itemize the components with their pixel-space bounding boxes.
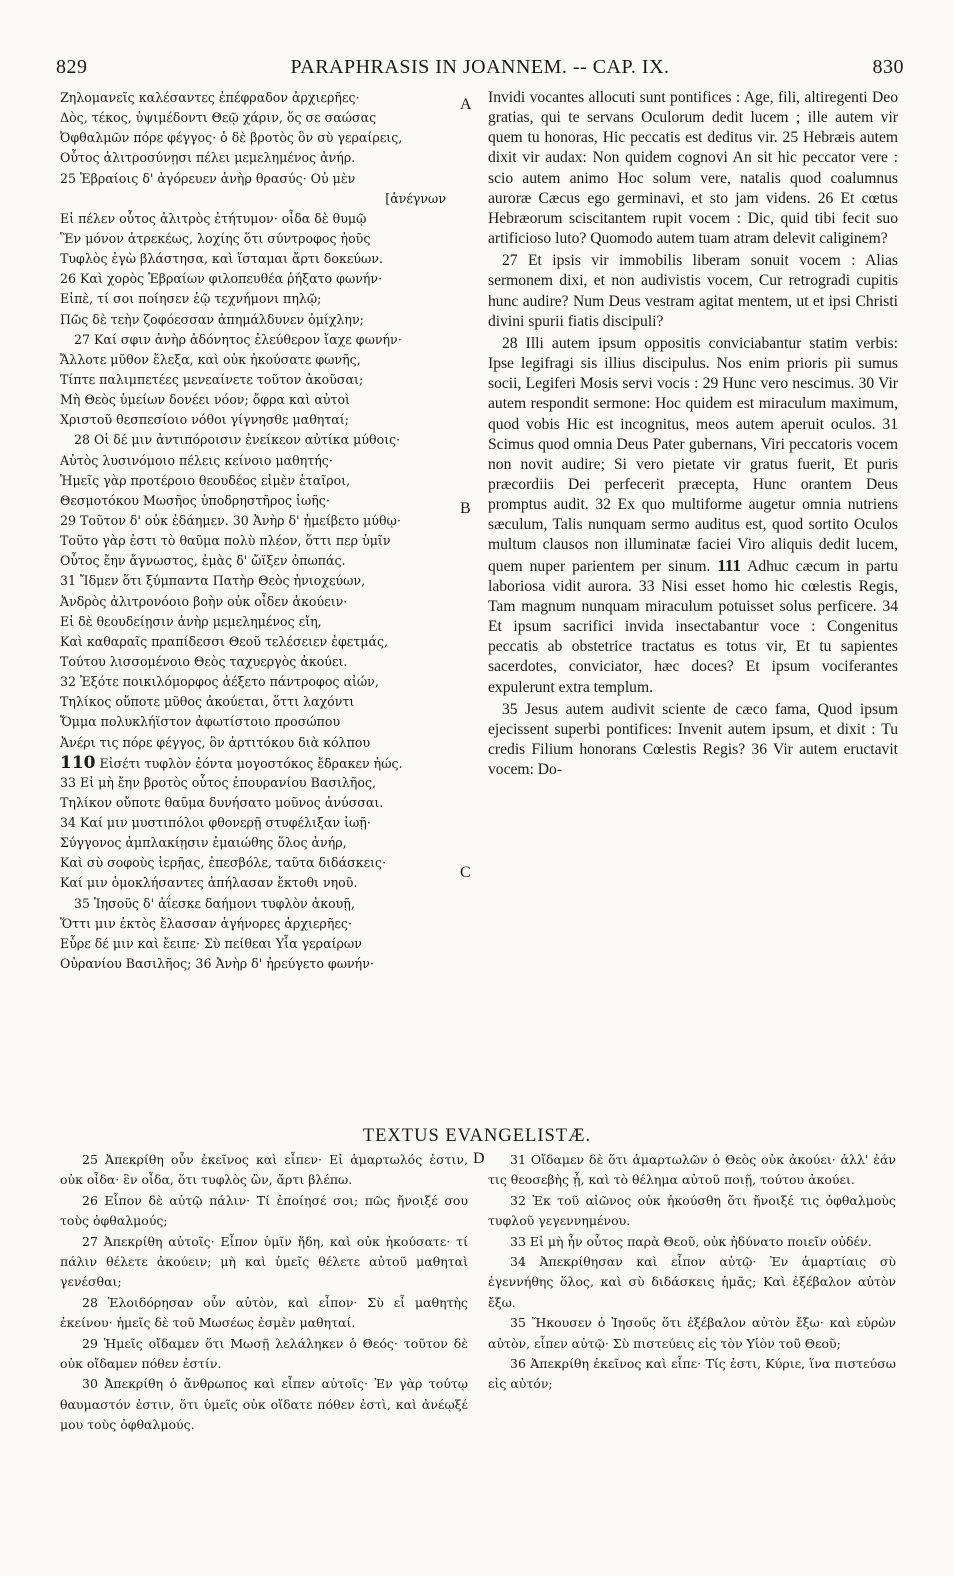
verse-text: Εὗρε δέ μιν καὶ ἔειπε· Σὺ πείθεαι Υἷα γεραίρων	[60, 935, 362, 951]
right-page-number: 830	[872, 56, 904, 78]
verse-line	[60, 229, 450, 249]
gospel-verse: 32 Ἐκ τοῦ αἰῶνος οὐκ ἠκούσθη ὅτι ἤνοιξέ τις ὀφθαλμοὺς τυφλοῦ γεγεννημένου.	[488, 1192, 896, 1229]
verse-line	[60, 88, 450, 108]
greek-paraphrase-column	[60, 88, 450, 1118]
verse-line	[60, 310, 450, 330]
verse-line	[60, 430, 450, 450]
verse-text: 35 Ἰησοῦς δ' ἀΐεσκε δαήμονι τυφλὸν ἀκουῇ,	[74, 895, 355, 911]
verse-line	[60, 873, 450, 893]
verse-line	[60, 350, 450, 370]
gospel-verse: 31 Οἴδαμεν δὲ ὅτι ἁμαρτωλῶν ὁ Θεὸς οὐκ ἀκούει· ἀλλ' ἐάν τις θεοσεβὴς ᾖ, καὶ τὸ θέλημα αὐτοῦ ποιῇ, τούτου ἀκούει.	[488, 1152, 896, 1188]
verse-text: Ὅττι μιν ἐκτὸς ἔλασσαν ἀγήνορες ἀρχιερῆες·	[60, 915, 352, 931]
verse-text: Τίπτε παλιμπετέες μενεαίνετε τοῦτον ἀκοῦσαι;	[60, 371, 364, 387]
verse-line	[60, 592, 450, 612]
verse-line	[60, 793, 450, 813]
verse-line	[60, 853, 450, 873]
verse-line	[60, 712, 450, 732]
margin-letters	[460, 88, 476, 1118]
verse-text: Θεσμοτόκου Μωσῆος ὑποδρηστῆρος ἰωῆς·	[60, 492, 330, 508]
margin-letter-d: D	[473, 1150, 485, 1167]
verse-line	[60, 753, 450, 773]
verse-text: Εἰσέτι τυφλὸν ἐόντα μογοστόκος ἔδρακεν ἠώς.	[99, 755, 403, 771]
verse-line	[60, 894, 450, 914]
gospel-verse: 29 Ἡμεῖς οἴδαμεν ὅτι Μωσῇ λελάληκεν ὁ Θεός· τοῦτον δὲ οὐκ οἴδαμεν πόθεν ἐστίν.	[60, 1335, 468, 1372]
latin-text: Invidi vocantes allocuti sunt pontifices : Age, fili, altiregenti Deo gratias, qui te servans Oculorum dedit lucem ; ille autem vir quem tu honoras, Hic peccatis est deditus vir. 25 Hebræis autem dixit vir audax: Non quidem cognovi An sit hic peccator vere : scio autem animo Hoc solum vere, natalis quod coalumnus auroræ Cæcus ego germinavi, et sto jam videns. 26 Et cœtus Hebræorum sciscitantem rupit vocem : Dic, quid tibi fecit suo artificioso luto? Quomodo autem tuam atram delevit caliginem?	[488, 89, 898, 248]
gospel-verse: 25 Ἀπεκρίθη οὖν ἐκεῖνος καὶ εἶπεν· Εἰ ἁμαρτωλός ἐστιν, οὐκ οἶδα· ἓν οἶδα, ὅτι τυφλὸς ὢν, ἄρτι βλέπω.	[60, 1152, 468, 1188]
verse-text: Χριστοῦ θεσπεσίοιο νόθοι γίγνησθε μαθηταί;	[60, 412, 349, 428]
verse-line	[60, 934, 450, 954]
verse-line	[60, 773, 450, 793]
verse-text: Καί μιν ὁμοκλήσαντες ἀπήλασαν ἔκτοθι νηοῦ.	[60, 875, 358, 891]
verse-line	[60, 954, 450, 974]
latin-paragraph	[488, 700, 898, 781]
verse-line	[60, 189, 450, 209]
verse-line	[60, 511, 450, 531]
verse-text: Καὶ σὺ σοφοὺς ἱερῆας, ἐπεσβόλε, ταῦτα διδάσκεις·	[60, 855, 387, 871]
verse-line	[60, 148, 450, 168]
running-title: PARAPHRASIS IN JOANNEM. -- CAP. IX.	[290, 56, 670, 78]
margin-letter-b: B	[460, 500, 471, 517]
verse-text: Εἰπὲ, τί σοι ποίησεν ἑῷ τεχνήμονι πηλῷ;	[60, 291, 322, 307]
gospel-verse: 36 Ἀπεκρίθη ἐκεῖνος καὶ εἶπε· Τίς ἐστι, Κύριε, ἵνα πιστεύσω εἰς αὐτόν;	[488, 1356, 896, 1392]
verse-line	[60, 209, 450, 229]
gospel-verse: 34 Ἀπεκρίθησαν καὶ εἶπον αὐτῷ· Ἐν ἁμαρτίαις σὺ ἐγεννήθης ὅλος, καὶ σὺ διδάσκεις ἡμᾶς; Καὶ ἐξέβαλον αὐτὸν ἔξω.	[488, 1254, 896, 1310]
verse-text: Οὗτος ἀλιτροσύνῃσι πέλει μεμελημένος ἀνήρ.	[60, 150, 356, 166]
margin-letter-c: C	[460, 864, 471, 881]
verse-text: Ἡμεῖς γὰρ προτέροιο θεουδέος εἰμὲν ἑταῖροι,	[60, 472, 351, 488]
verse-line	[60, 169, 450, 189]
verse-line	[60, 289, 450, 309]
verse-text: Ὀφθαλμῶν πόρε φέγγος· ὁ δὲ βροτὸς ὃν σὺ γεραίρεις,	[60, 130, 403, 146]
verse-text: Σύγγονος ἀμπλακίῃσιν ἐμαιώθης ὅλος ἀνήρ,	[60, 835, 347, 851]
verse-text: Τοῦτο γὰρ ἐστι τὸ θαῦμα πολὺ πλέον, ὅττι περ ὑμῖν	[60, 533, 391, 549]
verse-line	[60, 833, 450, 853]
verse-text: Οὗτος ἔην ἄγνωστος, ἐμὰς δ' ὤϊξεν ὀπωπάς.	[60, 553, 346, 569]
column-number: 111	[717, 555, 741, 575]
verse-line	[60, 571, 450, 591]
gospel-verse: 35 Ἤκουσεν ὁ Ἰησοῦς ὅτι ἐξέβαλον αὐτὸν ἔξω· καὶ εὑρὼν αὐτὸν, εἶπεν αὐτῷ· Σὺ πιστεύεις εἰς τὸν Υἱὸν τοῦ Θεοῦ;	[488, 1315, 896, 1351]
verse-text: Ἀνέρι τις πόρε φέγγος, ὃν ἀρτιτόκου διὰ κόλπου	[60, 734, 371, 750]
verse-line	[60, 128, 450, 148]
running-header	[56, 56, 904, 84]
latin-text: 35 Jesus autem audivit sciente de cæco fama, Quod ipsum ejecissent superbi pontifices: Invenit autem ipsum, et dixit : Tu credis Filium honorans Cœlestis Regis? 36 Vir autem eructavit vocem: Do-	[488, 700, 898, 779]
verse-text: Τηλίκος οὔποτε μῦθος ἀκούεται, ὅττι λαχόντι	[60, 694, 355, 710]
verse-text: Τηλίκον οὔποτε θαῦμα δυνήσατο μοῦνος ἀνύσσαι.	[60, 794, 384, 810]
textus-title: TEXTUS EVANGELISTÆ.	[362, 1126, 592, 1146]
gospel-verse: 30 Ἀπεκρίθη ὁ ἄνθρωπος καὶ εἶπεν αὐτοῖς· Ἐν γὰρ τούτῳ θαυμαστόν ἐστιν, ὅτι ὑμεῖς οὐκ οἴδατε πόθεν ἐστὶ, καὶ ἀνέῳξέ μου τοὺς ὀφθαλμούς.	[60, 1376, 468, 1433]
verse-text: 28 Οἱ δέ μιν ἀντιπόροισιν ἐνείκεον αὐτίκα μύθοις·	[74, 432, 401, 448]
verse-line	[60, 330, 450, 350]
verse-text: Μὴ Θεὸς ὑμείων δονέει νόον; ὄφρα καὶ αὐτοὶ	[60, 392, 350, 408]
verse-line	[60, 612, 450, 632]
latin-text: 28 Illi autem ipsum oppositis conviciabantur statim verbis: Ipse legifragi sis illius discipulus. Nos enim prioris pii sumus socii, Legiferi Mosis servi vocis : 29 Hunc vero nescimus. 30 Vir autem respondit sermone: Hoc quidem est miraculum maximum, quod vobis Hic est incognitus, meos autem aperuit oculos. 31 Scimus quod omnia Deus Pater gubernans, Viri peccatoris vocem non novit audire; Si vero pietate vir gratus fuerit, Et puris præcordiis Dei perfecerit præcepta, Hunc orantem Deus promptus audit. 32 Ex quo multiforme augetur omnia nutriens sæculum, Talis nunquam sermo auditus est, quod sortito Oculos multum clausos non illuminatæ faciei Viro aliquis dedit lucem, quem nuper parientem per sinum.	[488, 334, 898, 575]
latin-paragraph	[488, 334, 898, 698]
latin-translation-column	[488, 88, 898, 1118]
verse-text: Ἄλλοτε μῦθον ἔλεξα, καὶ οὐκ ἠκούσατε φωνῆς,	[60, 351, 361, 367]
verse-line	[60, 471, 450, 491]
verse-line	[60, 652, 450, 672]
gospel-text-right	[488, 1150, 896, 1450]
gospel-verse: 28 Ἐλοιδόρησαν οὖν αὐτὸν, καὶ εἶπον· Σὺ εἶ μαθητὴς ἐκείνου· ἡμεῖς δὲ τοῦ Μωσέως ἐσμὲν μαθηταί.	[60, 1294, 468, 1331]
gospel-verse: 26 Εἶπον δὲ αὐτῷ πάλιν· Τί ἐποίησέ σοι; πῶς ἤνοιξέ σου τοὺς ὀφθαλμούς;	[60, 1192, 468, 1229]
verse-text: 32 Ἐξότε ποικιλόμορφος ἀέξετο πάντροφος αἰών,	[60, 674, 379, 690]
verse-text: 26 Καὶ χορὸς Ἑβραίων φιλοπευθέα ῥήξατο φωνήν·	[60, 271, 383, 287]
verse-text: Δὸς, τέκος, ὑψιμέδοντι Θεῷ χάριν, ὅς σε σαώσας	[60, 110, 377, 126]
latin-text: 27 Et ipsis vir immobilis liberam sonuit vocem : Alias sermonem dixi, et non audivistis vocem, Cur retrogradi cupitis hunc audire? Num Deus vestram agitat mentem, ut et ipsi Christi divini spurii fiatis discipuli?	[488, 252, 898, 330]
verse-line	[60, 410, 450, 430]
verse-line	[60, 531, 450, 551]
verse-line	[60, 390, 450, 410]
left-page-number: 829	[56, 56, 88, 78]
verse-text: Εἰ δὲ θεουδείῃσιν ἀνὴρ μεμελημένος εἴη,	[60, 613, 322, 629]
gospel-verse: 27 Ἀπεκρίθη αὐτοῖς· Εἶπον ὑμῖν ἤδη, καὶ οὐκ ἠκούσατε· τί πάλιν θέλετε ἀκούειν; μὴ καὶ ὑμεῖς θέλετε αὐτοῦ μαθηταὶ γενέσθαι;	[60, 1233, 468, 1290]
verse-line	[60, 813, 450, 833]
verse-text: 29 Τοῦτον δ' οὐκ ἐδάημεν. 30 Ἀνὴρ δ' ἠμείβετο μύθῳ·	[60, 512, 401, 528]
verse-text: Τούτου λισσομένοιο Θεὸς ταχυεργὸς ἀκούει.	[60, 653, 348, 669]
verse-text: 34 Καί μιν μυστιπόλοι φθονερῇ στυφέλιξαν ἰωῇ·	[60, 815, 371, 831]
latin-paragraph	[488, 88, 898, 249]
verse-text: 31 Ἴδμεν ὅτι ξύμπαντα Πατὴρ Θεὸς ἡνιοχεύων,	[60, 573, 366, 589]
verse-text: Εἰ πέλεν οὗτος ἀλιτρὸς ἐτήτυμον· οἶδα δὲ θυμῷ	[60, 210, 367, 226]
verse-line	[60, 672, 450, 692]
verse-text: Αὐτὸς λυσινόμοιο πέλεις κείνοιο μαθητής·	[60, 452, 333, 468]
verse-line	[60, 370, 450, 390]
verse-text: Οὐρανίου Βασιλῆος; 36 Ἀνὴρ δ' ἠρεύγετο φωνήν·	[60, 956, 374, 972]
verse-text: Ζηλομανεῖς καλέσαντες ἐπέφραδον ἀρχιερῆες·	[60, 90, 360, 105]
latin-paragraph	[488, 251, 898, 332]
gospel-verse: 33 Εἰ μὴ ἦν οὗτος παρὰ Θεοῦ, οὐκ ἠδύνατο ποιεῖν οὐδέν.	[510, 1233, 872, 1249]
verse-line	[60, 733, 450, 753]
verse-line	[60, 269, 450, 289]
verse-text: Τυφλὸς ἐγὼ βλάστησα, καὶ ἵσταμαι ἄρτι δοκεύων.	[60, 251, 383, 267]
verse-text: Καὶ καθαραῖς πραπίδεσσι Θεοῦ τελέσειεν ἐφετμάς,	[60, 633, 389, 649]
latin-text: Adhuc cæcum in partu laboriosa vidit aurora. 33 Nisi esset homo hic cœlestis Regis, Tam magnum nunquam miraculum potuisset solus perficere. 34 Et ipsum sacrifici invida insectabantur voce : Congenitus peccatis ab obstetrice tractatus es totus vir, Et tu sapientes sacerdotes, conviciator, hæc doces? Et ipsum vociferantes expulerunt extra templum.	[488, 557, 898, 696]
verse-line	[60, 632, 450, 652]
verse-line	[60, 914, 450, 934]
verse-text: [ἀνέγνων	[385, 190, 446, 206]
verse-text: Ὄμμα πολυκλήϊστον ἀφωτίστοιο προσώπου	[60, 714, 341, 730]
margin-letter-a: A	[460, 96, 472, 113]
verse-line	[60, 451, 450, 471]
verse-line	[60, 692, 450, 712]
verse-line	[60, 491, 450, 511]
column-number: 110	[60, 752, 96, 773]
verse-text: Ἀνδρὸς ἀλιτρονόοιο βοὴν οὐκ οἶδεν ἀκούειν·	[60, 593, 348, 609]
verse-line	[60, 551, 450, 571]
gospel-text-left	[60, 1150, 468, 1450]
verse-line	[60, 249, 450, 269]
verse-text: Πῶς δὲ τεὴν ζοφόεσσαν ἀπημάλδυνεν ὀμίχλην;	[60, 311, 364, 327]
verse-text: Ἓν μόνον ἀτρεκέως, λοχίης ὅτι σύντροφος ἠοῦς	[60, 230, 371, 246]
verse-text: 25 Ἑβραίοις δ' ἀγόρευεν ἀνὴρ θρασύς· Οὐ μὲν	[60, 170, 356, 186]
verse-line	[60, 108, 450, 128]
verse-text: 33 Εἰ μὴ ἔην βροτὸς οὗτος ἐπουρανίου Βασιλῆος,	[60, 774, 377, 790]
verse-text: 27 Καί σφιν ἀνὴρ ἀδόνητος ἐλεύθερον ἴαχε φωνήν·	[74, 331, 402, 347]
